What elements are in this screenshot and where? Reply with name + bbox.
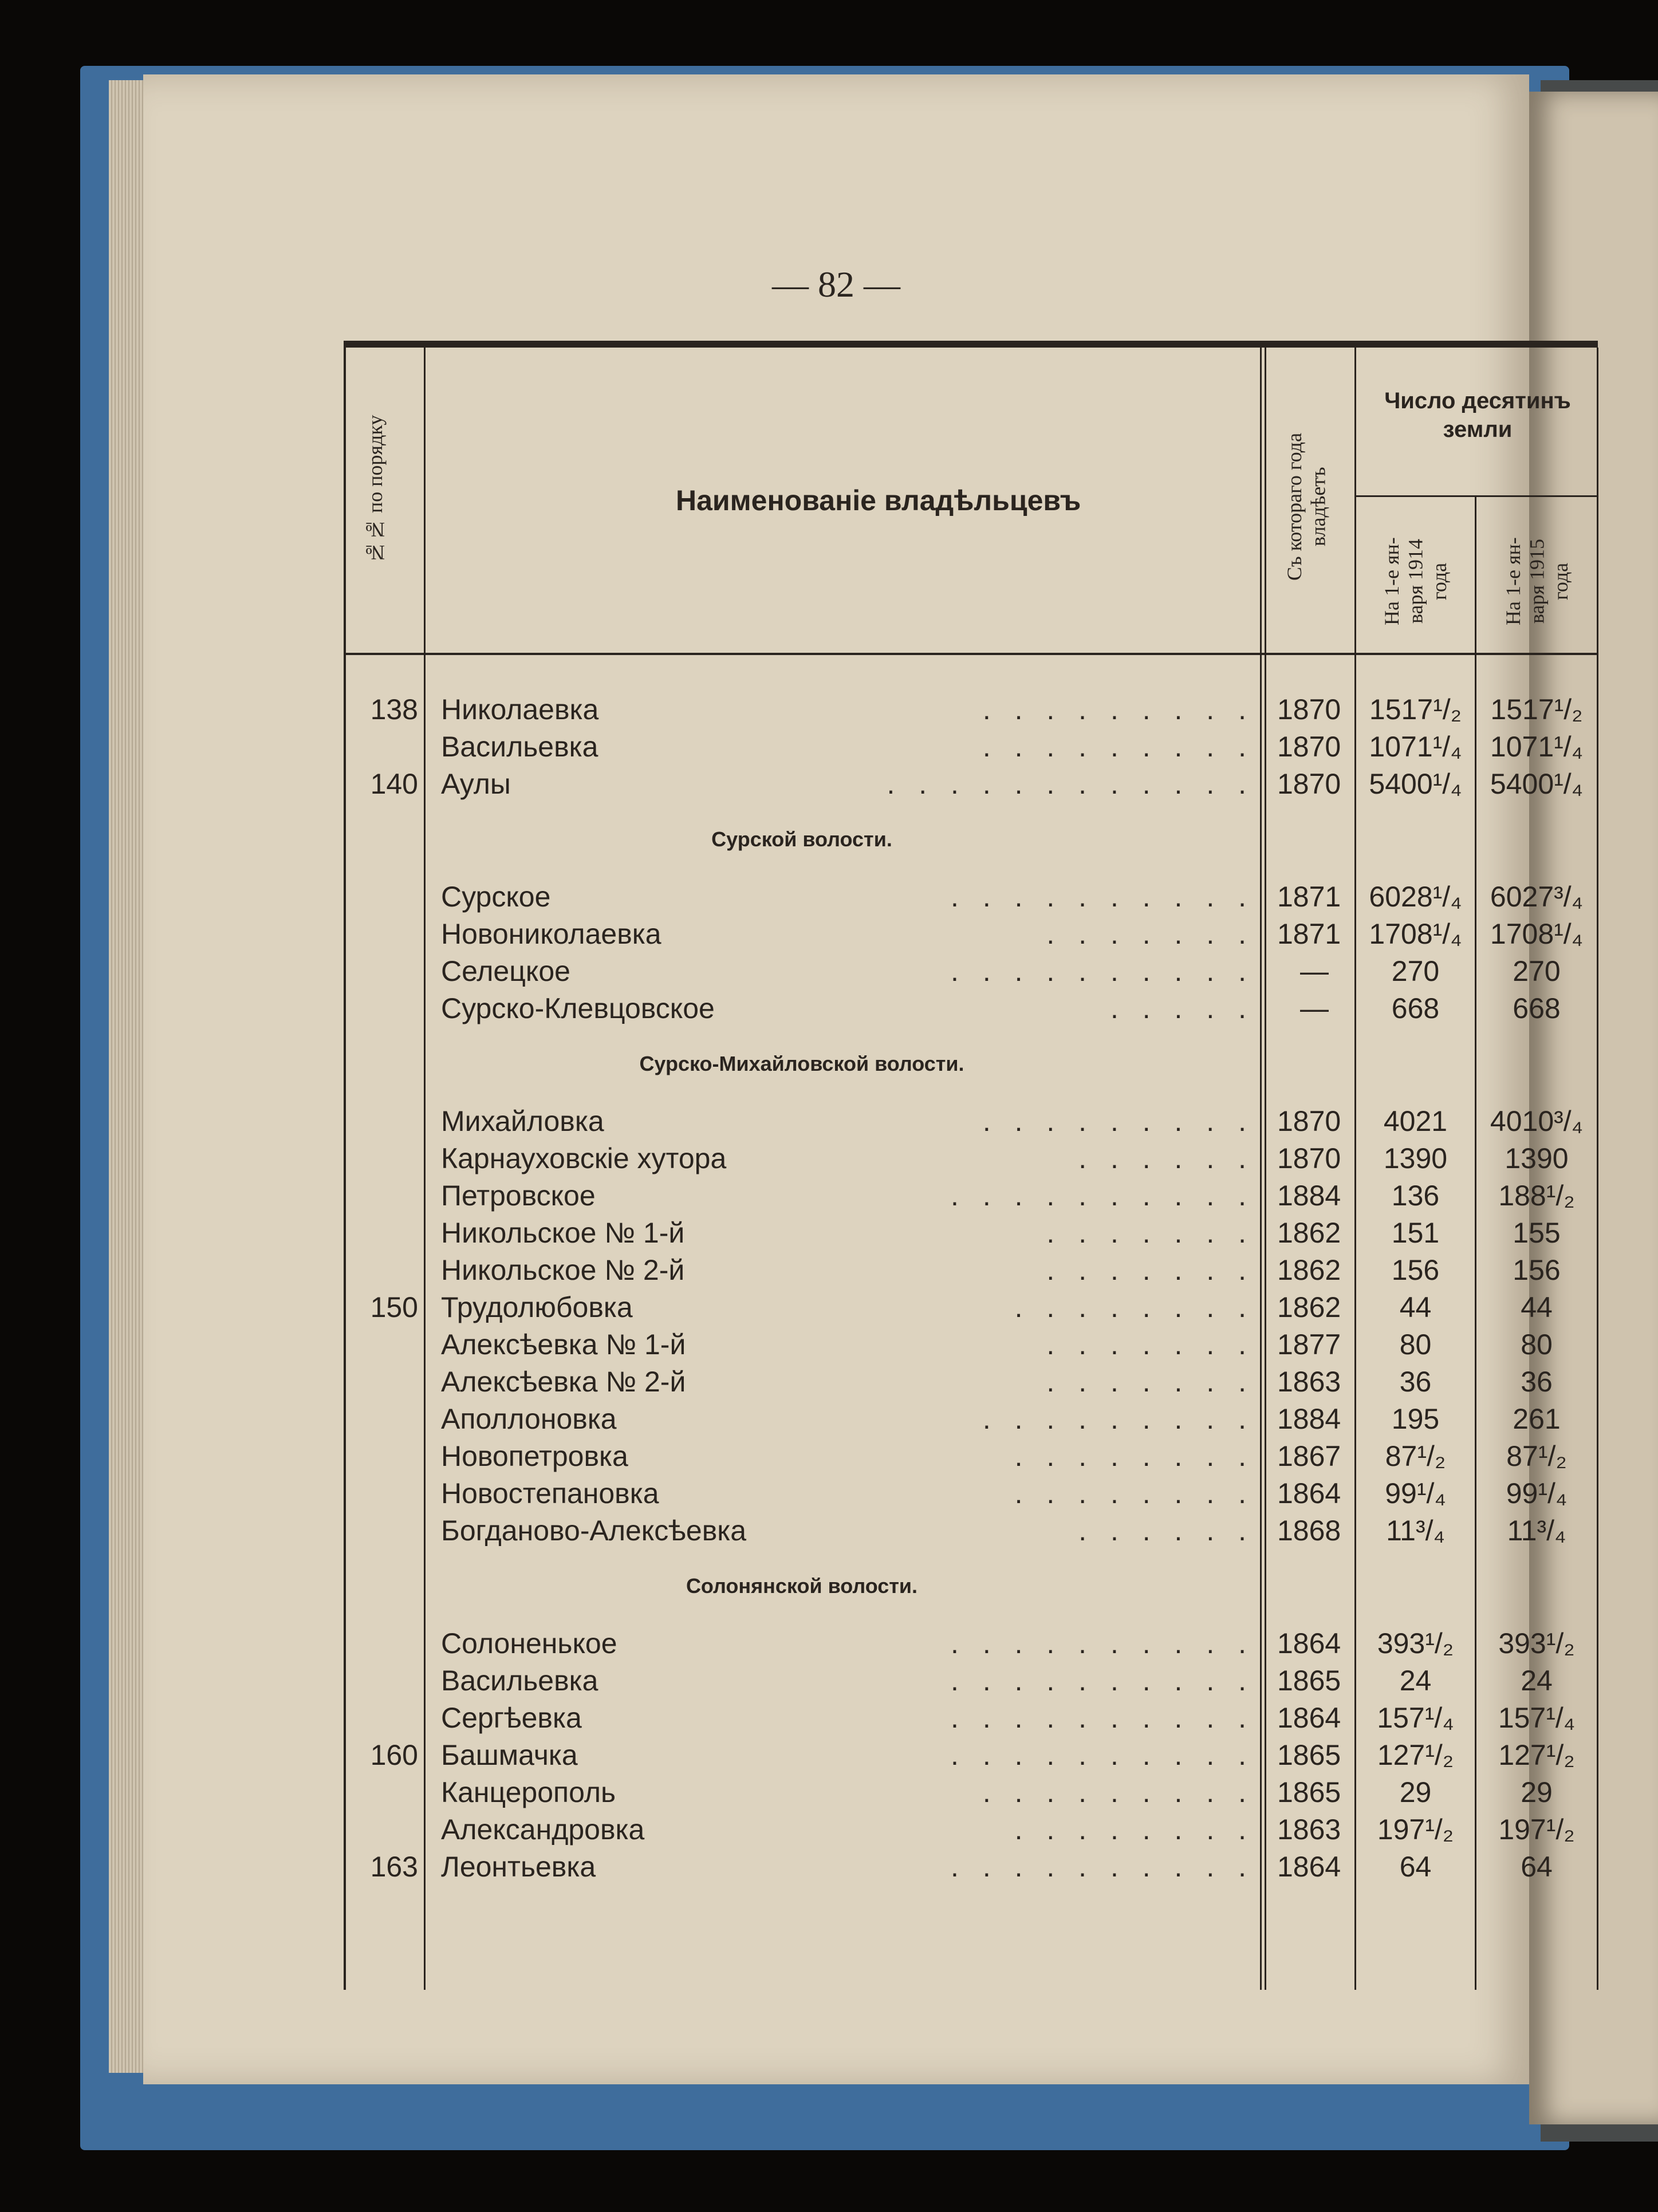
- since-year: 1868: [1277, 1515, 1341, 1547]
- land-1915: 157¹/₄: [1498, 1702, 1576, 1734]
- leader-dots: . . . . . . .: [1046, 1254, 1254, 1286]
- owner-name: Карнауховскіе хутора: [441, 1142, 727, 1174]
- owner-name: Новониколаевка: [441, 918, 661, 950]
- header-num: №№ по порядку: [364, 415, 387, 565]
- leader-dots: . . . . . . . . . .: [951, 1180, 1254, 1212]
- section-heading: Солонянской волости.: [686, 1574, 918, 1598]
- land-1915: 1390: [1505, 1142, 1569, 1174]
- land-1914: 11³/₄: [1386, 1515, 1445, 1547]
- owner-name: Аулы: [441, 768, 511, 800]
- since-year: 1870: [1277, 731, 1341, 763]
- since-year: 1862: [1277, 1254, 1341, 1286]
- leader-dots: . . . . . . . . . . . .: [887, 768, 1254, 800]
- owner-name: Васильевка: [441, 731, 598, 763]
- owner-name: Алексѣевка № 2-й: [441, 1366, 686, 1398]
- row-number: 163: [370, 1851, 418, 1883]
- leader-dots: . . . . . . . . . .: [951, 1627, 1254, 1659]
- land-1914: 64: [1399, 1851, 1432, 1883]
- land-1914: 668: [1391, 992, 1440, 1024]
- land-1915: 24: [1521, 1665, 1553, 1697]
- col-divider-name-double: [1265, 348, 1266, 1990]
- land-1914: 99¹/₄: [1385, 1477, 1446, 1509]
- land-1915: 5400¹/₄: [1490, 768, 1584, 800]
- since-year: 1877: [1277, 1328, 1341, 1361]
- leader-dots: . . . . . .: [1078, 1515, 1254, 1547]
- header-1914: На 1-е ян- варя 1914 года: [1380, 537, 1451, 625]
- land-1914: 87¹/₂: [1385, 1440, 1446, 1472]
- header-name: Наименованіе владѣльцевъ: [676, 484, 1081, 516]
- owner-name: Александровка: [441, 1813, 645, 1846]
- leader-dots: . . . . . . . . . .: [951, 881, 1254, 913]
- leader-dots: . . . . . . . . .: [982, 1105, 1254, 1137]
- land-1915: 156: [1513, 1254, 1561, 1286]
- since-year: 1864: [1277, 1627, 1341, 1659]
- header-1915: На 1-е ян- варя 1915 года: [1502, 537, 1572, 625]
- leader-dots: . . . . . . . . .: [982, 731, 1254, 763]
- land-1914: 197¹/₂: [1377, 1813, 1454, 1846]
- land-1915: 261: [1513, 1403, 1561, 1435]
- land-1914: 195: [1391, 1403, 1440, 1435]
- leader-dots: . . . . . . .: [1046, 1366, 1254, 1398]
- land-1915: 197¹/₂: [1498, 1813, 1575, 1846]
- owner-name: Трудолюбовка: [441, 1291, 633, 1323]
- owner-name: Леонтьевка: [441, 1851, 596, 1883]
- owner-name: Николаевка: [441, 693, 599, 725]
- owner-name: Михайловка: [441, 1105, 604, 1137]
- land-1914: 270: [1391, 955, 1440, 987]
- land-1915: 1708¹/₄: [1490, 918, 1584, 950]
- land-1914: 136: [1391, 1180, 1440, 1212]
- leader-dots: . . . . . . . .: [1014, 1440, 1254, 1472]
- leader-dots: . . . . . .: [1078, 1142, 1254, 1174]
- owner-name: Васильевка: [441, 1665, 598, 1697]
- leader-dots: . . . . . . .: [1046, 1217, 1254, 1249]
- land-1915: 44: [1521, 1291, 1553, 1323]
- land-1914: 1517¹/₂: [1369, 693, 1462, 725]
- land-1915: 127¹/₂: [1498, 1739, 1575, 1771]
- land-1915: 393¹/₂: [1498, 1627, 1575, 1659]
- owner-name: Солоненькое: [441, 1627, 617, 1659]
- owner-name: Богданово-Алексѣевка: [441, 1515, 747, 1547]
- leader-dots: . . . . . . . . . .: [951, 1665, 1254, 1697]
- land-1914: 6028¹/₄: [1369, 881, 1462, 913]
- leader-dots: . . . . . . . . .: [982, 693, 1254, 725]
- col-divider-name: [1260, 348, 1262, 1990]
- leader-dots: . . . . . . . .: [1014, 1291, 1254, 1323]
- owner-name: Петровское: [441, 1180, 596, 1212]
- land-1915: 36: [1521, 1366, 1553, 1398]
- land-1915: 188¹/₂: [1498, 1180, 1575, 1212]
- land-1915: 1517¹/₂: [1490, 693, 1583, 725]
- land-1914: 1071¹/₄: [1369, 731, 1462, 763]
- land-1914: 1708¹/₄: [1369, 918, 1462, 950]
- since-year: 1862: [1277, 1291, 1341, 1323]
- row-number: 138: [370, 693, 418, 725]
- leader-dots: . . . . . . . . .: [982, 1776, 1254, 1808]
- since-year: 1865: [1277, 1739, 1341, 1771]
- since-year: 1871: [1277, 918, 1341, 950]
- page-number: — 82 —: [772, 264, 900, 305]
- since-year: 1870: [1277, 1105, 1341, 1137]
- owner-name: Канцерополь: [441, 1776, 616, 1808]
- table-top-rule: [344, 341, 1598, 348]
- section-heading: Сурско-Михайловской волости.: [639, 1052, 964, 1075]
- land-1914: 5400¹/₄: [1369, 768, 1462, 800]
- table-header-rule: [344, 653, 1598, 655]
- leader-dots: . . . . . . .: [1046, 1328, 1254, 1361]
- land-1914: 393¹/₂: [1377, 1627, 1454, 1659]
- since-year: 1870: [1277, 768, 1341, 800]
- book-page: [143, 74, 1584, 2084]
- since-year: 1864: [1277, 1851, 1341, 1883]
- since-year: 1865: [1277, 1776, 1341, 1808]
- land-1914: 24: [1399, 1665, 1432, 1697]
- land-1914: 4021: [1383, 1105, 1448, 1137]
- land-1915: 64: [1521, 1851, 1553, 1883]
- land-1915: 87¹/₂: [1506, 1440, 1567, 1472]
- header-since: Съ котораго года владѣетъ: [1283, 432, 1330, 581]
- since-year: 1863: [1277, 1366, 1341, 1398]
- owner-name: Селецкое: [441, 955, 570, 987]
- land-1914: 156: [1391, 1254, 1440, 1286]
- owner-name: Башмачка: [441, 1739, 578, 1771]
- since-year: 1884: [1277, 1403, 1341, 1435]
- land-1914: 36: [1399, 1366, 1432, 1398]
- owner-name: Новостепановка: [441, 1477, 659, 1509]
- owner-name: Сурско-Клевцовское: [441, 992, 715, 1024]
- owner-name: Сурское: [441, 881, 551, 913]
- since-year: 1870: [1277, 1142, 1341, 1174]
- since-year: 1867: [1277, 1440, 1341, 1472]
- owner-name: Аполлоновка: [441, 1403, 617, 1435]
- land-1915: 99¹/₄: [1506, 1477, 1568, 1509]
- section-heading: Сурской волости.: [711, 827, 892, 851]
- leader-dots: . . . . . . . .: [1014, 1477, 1254, 1509]
- land-1914: 44: [1399, 1291, 1432, 1323]
- since-year: 1871: [1277, 881, 1341, 913]
- land-1915: 270: [1513, 955, 1561, 987]
- leader-dots: . . . . . . . . . .: [951, 1851, 1254, 1883]
- header-land-group: Число десятинъ земли: [1384, 388, 1571, 442]
- table-right-border: [1597, 348, 1598, 1990]
- since-year: 1870: [1277, 693, 1341, 725]
- since-year: 1864: [1277, 1702, 1341, 1734]
- leader-dots: . . . . . . .: [1046, 918, 1254, 950]
- leader-dots: . . . . . . . . . .: [951, 955, 1254, 987]
- land-1915: 155: [1513, 1217, 1561, 1249]
- since-year: 1884: [1277, 1180, 1341, 1212]
- since-year: 1864: [1277, 1477, 1341, 1509]
- row-number: 150: [370, 1291, 418, 1323]
- row-number: 140: [370, 768, 418, 800]
- leader-dots: . . . . . . . . .: [982, 1403, 1254, 1435]
- owner-name: Алексѣевка № 1-й: [441, 1328, 686, 1361]
- owner-name: Никольское № 1-й: [441, 1217, 685, 1249]
- since-year: 1865: [1277, 1665, 1341, 1697]
- col-divider-num: [424, 348, 426, 1990]
- header-group-rule: [1354, 495, 1598, 497]
- leader-dots: . . . . . . . .: [1014, 1813, 1254, 1846]
- land-1915: 4010³/₄: [1490, 1105, 1584, 1137]
- leader-dots: . . . . . . . . . .: [951, 1702, 1254, 1734]
- owner-name: Новопетровка: [441, 1440, 628, 1472]
- land-1914: 157¹/₄: [1377, 1702, 1454, 1734]
- since-year: 1862: [1277, 1217, 1341, 1249]
- since-year: 1863: [1277, 1813, 1341, 1846]
- leader-dots: . . . . . . . . . .: [951, 1739, 1254, 1771]
- land-1914: 29: [1399, 1776, 1432, 1808]
- land-1914: 151: [1391, 1217, 1440, 1249]
- land-1915: 80: [1521, 1328, 1553, 1361]
- owners-table: [344, 341, 1598, 1990]
- land-1915: 6027³/₄: [1490, 881, 1584, 913]
- land-1914: 127¹/₂: [1377, 1739, 1454, 1771]
- owner-name: Сергѣевка: [441, 1702, 582, 1734]
- land-1915: 1071¹/₄: [1490, 731, 1584, 763]
- land-1914: 1390: [1383, 1142, 1448, 1174]
- since-year: —: [1300, 992, 1329, 1024]
- land-1915: 11³/₄: [1507, 1515, 1566, 1547]
- land-1915: 668: [1513, 992, 1561, 1024]
- since-year: —: [1300, 955, 1329, 987]
- row-number: 160: [370, 1739, 418, 1771]
- owner-name: Никольское № 2-й: [441, 1254, 685, 1286]
- leader-dots: . . . . .: [1110, 992, 1254, 1024]
- land-1915: 29: [1521, 1776, 1553, 1808]
- land-1914: 80: [1399, 1328, 1432, 1361]
